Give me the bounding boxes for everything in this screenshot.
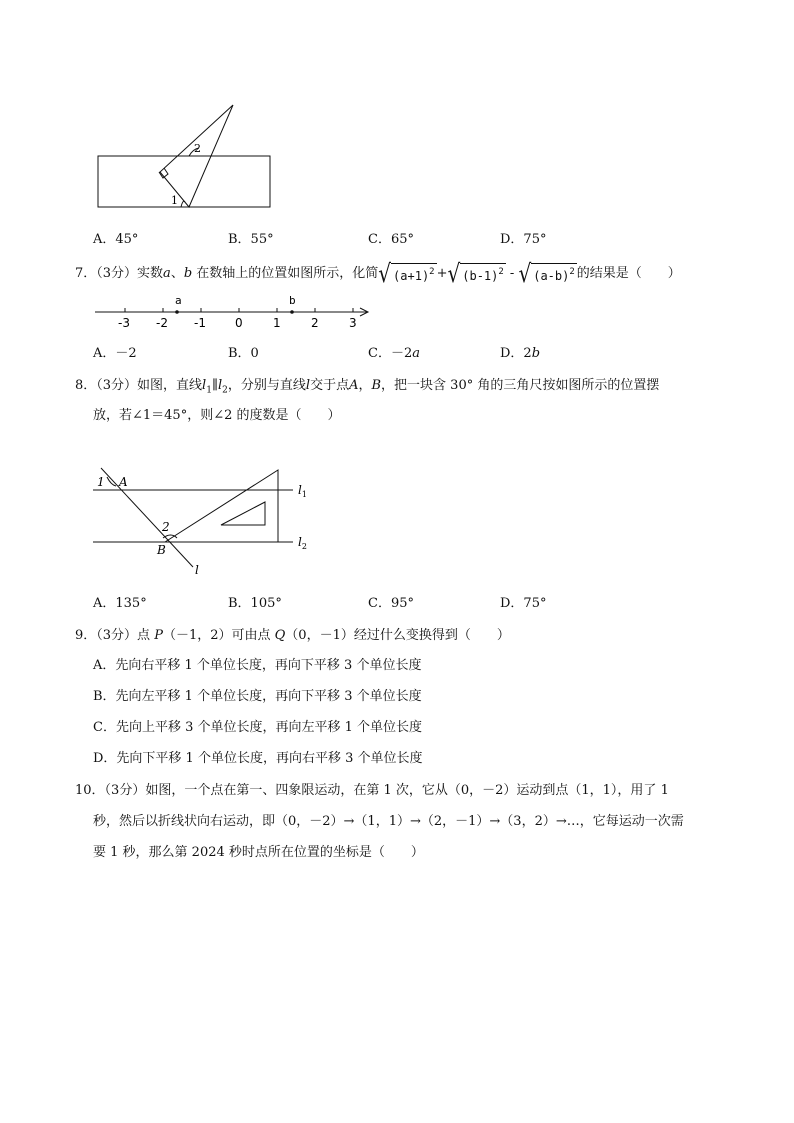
q8-line-l [101,468,193,567]
q7-option-d[interactable] [500,342,540,361]
q9-stem: 9．（3分）点 P（－1，2）可由点 Q（0，－1）经过什么变换得到（ ） [75,628,510,643]
q6-option-c[interactable]: C．65° [368,232,414,247]
q7-option-c-var: a [412,346,420,361]
q10-stem-line1: 10．（3分）如图，一个点在第一、四象限运动，在第 1 次，它从（0，－2）运动到点（1，1），用了 1 [75,783,669,798]
q8-option-c[interactable]: C．95° [368,596,414,611]
q7-tick-label: -3 [118,316,130,330]
q7-prefix: 7．（3分）实数 [75,266,164,281]
q7-tick-label: 2 [311,316,319,330]
q7-plus: + [436,266,448,281]
q7-tick-label: 0 [235,316,243,330]
q7-option-c-text: C．－2 [368,346,413,361]
q8-stem-line1: 8．（3分）如图，直线$l_1\parallel l_2$，分别与直线l交于点A，B，把一块含 30° 角的三角尺按如图所示的位置摆 [75,378,660,396]
q8-label-l1: $l_1$ [298,483,307,499]
q8-figure [93,465,323,580]
q7-tick-label: -2 [156,316,168,330]
q7-tick-label: 3 [349,316,357,330]
q7-option-d-text: D．2 [500,346,532,361]
q7-sqrt-1: √ $(a+1)^2$ [378,258,435,288]
q8-label-l: l [195,563,199,577]
q8-label-B: B [157,543,166,557]
q8-label-l2: $l_2$ [298,535,307,551]
q7-var-b: b [183,266,193,281]
q6-label-2: 2 [194,142,201,155]
q9-option-b[interactable]: B．先向左平移 1 个单位长度，再向下平移 3 个单位长度 [93,689,422,704]
q6-label-1: 1 [171,194,178,207]
q7-number-line [95,293,375,329]
q8-label-1: 1 [97,475,105,489]
q9-option-a[interactable]: A．先向右平移 1 个单位长度，再向下平移 3 个单位长度 [93,658,422,673]
q8-option-b[interactable]: B．105° [228,596,282,611]
q6-rectangle [98,156,270,207]
q8-label-2: 2 [162,520,170,534]
q6-figure [95,100,275,212]
q7-option-c[interactable] [368,342,420,361]
q6-option-b[interactable]: B．55° [228,232,274,247]
q7-sqrt-3: √ $(a-b)^2$ [518,258,575,288]
q9-option-c[interactable]: C．先向上平移 3 个单位长度，再向左平移 1 个单位长度 [93,720,423,735]
q7-sep: 、 [170,266,184,281]
q7-tick-label: 1 [273,316,281,330]
q7-point-b [290,310,294,314]
q7-mid: 在数轴上的位置如图所示，化简 [192,266,379,281]
q7-option-a[interactable]: A．－2 [93,346,137,361]
q8-label-A: A [119,475,128,489]
q8-stem-line2: 放，若∠1＝45°，则∠2 的度数是（ ） [93,408,341,423]
q7-tick-label: -1 [194,316,206,330]
q8-option-d[interactable]: D．75° [500,596,547,611]
q7-option-b[interactable]: B．0 [228,346,259,361]
q7-option-d-var: b [531,346,541,361]
q6-option-a[interactable]: A．45° [93,232,139,247]
q7-point-a [175,310,179,314]
q9-option-d[interactable]: D．先向下平移 1 个单位长度，再向右平移 3 个单位长度 [93,751,423,766]
q6-option-d[interactable]: D．75° [500,232,547,247]
q7-label-b: b [289,294,296,307]
q8-angle1-arc [107,477,116,486]
q7-stem [75,258,681,288]
q8-set-square-inner [221,502,265,525]
q8-set-square-outer [165,470,278,542]
q7-minus: - [505,266,519,281]
q7-suffix: 的结果是（ ） [576,266,681,281]
q8-option-a[interactable]: A．135° [93,596,147,611]
q7-var-a: a [163,266,171,281]
q7-sqrt-2: √ $(b-1)^2$ [447,258,504,288]
q10-stem-line3: 要 1 秒，那么第 2024 秒时点所在位置的坐标是（ ） [93,845,424,860]
q7-label-a: a [175,294,182,307]
q7-ticks [125,308,353,312]
q10-stem-line2: 秒，然后以折线状向右运动，即（0，－2）→（1，1）→（2，－1）→（3，2）→…，它每运动一次需 [93,814,684,829]
